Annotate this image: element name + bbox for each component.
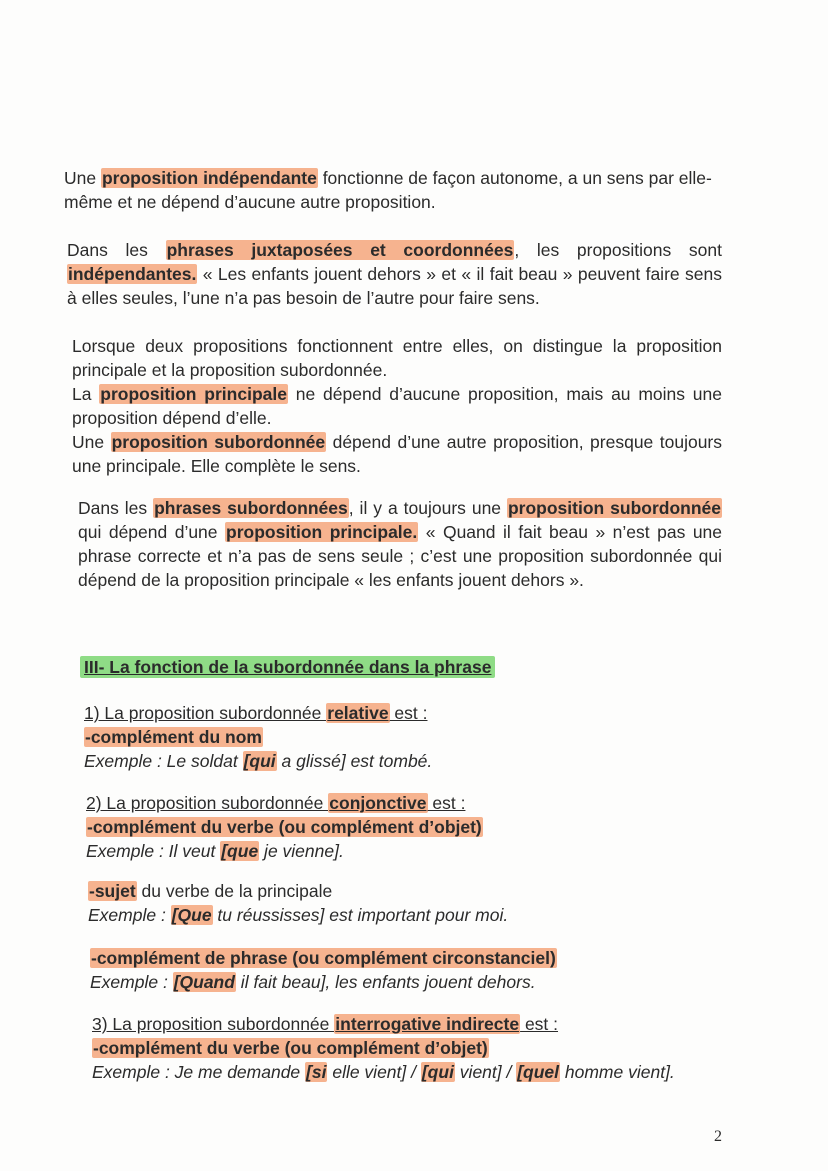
highlight-term: [qui [421,1062,454,1082]
text: fonctionne de façon autonome, a un sens par elle-même et ne dépend d’aucune autre proposition. [64,168,712,212]
highlight-term: [qui [243,751,276,771]
text-line: Lorsque deux propositions fonctionnent entre elles, on distingue la proposition principale et la proposition subordonnée. [72,336,722,380]
function-line [86,815,726,839]
example-line [92,1060,742,1084]
text: 3) La proposition subordonnée [92,1014,335,1034]
text: Exemple : [88,905,171,925]
section-title-text: III- La fonction de la subordonnée dans la phrase [80,656,495,678]
highlight-term: phrases juxtaposées et coordonnées [166,240,514,260]
text: , les propositions sont [514,240,722,260]
text: est : [520,1014,559,1034]
text: Exemple : Je me demande [92,1062,306,1082]
example-line [88,903,728,927]
section-interrogative [92,1012,742,1084]
highlight-term: proposition subordonnée [111,432,326,452]
text: homme vient]. [560,1062,675,1082]
text: a glissé] est tombé. [276,751,433,771]
highlight-term: relative [327,703,389,723]
text: je vienne]. [259,841,344,861]
example-line [90,970,730,994]
paragraph-juxtaposees [67,238,722,310]
example-line [84,749,724,773]
function-line [90,946,730,970]
text: « Les enfants jouent dehors » et « il fait beau » peuvent faire sens à elles seules, l’une n’a pas besoin de l’autre pour faire sens. [67,264,722,308]
highlight-term: -complément du verbe (ou complément d’objet) [93,1038,488,1058]
highlight-term: -sujet [89,881,136,901]
section-relative [84,701,724,773]
text: , il y a toujours une [348,498,507,518]
paragraph-independante [64,166,722,214]
highlight-term: [si [306,1062,327,1082]
highlight-term: proposition subordonnée [507,498,721,518]
text: Une [72,432,111,452]
highlight-term: phrases subordonnées [154,498,348,518]
text-line [72,430,722,478]
section-sujet [88,879,728,927]
highlight-term: [que [221,841,259,861]
text: « Quand il fait beau » n’est pas une phrase correcte et n’a pas de sens seule ; c’est une proposition subordonnée qui dépend de la proposition principale « les enfants jouent dehors ». [78,522,723,590]
text: Exemple : Le soldat [84,751,243,771]
text: Exemple : [90,972,173,992]
highlight-term: -complément du nom [85,727,262,747]
highlight-term: interrogative indirecte [335,1014,520,1034]
text: vient] / [454,1062,517,1082]
text: qui dépend d’une [78,522,226,542]
text: La [72,384,100,404]
text: elle vient] / [327,1062,421,1082]
highlight-term: [quel [517,1062,560,1082]
subsection-heading [84,701,724,725]
section-conjonctive [86,791,726,863]
example-line [86,839,726,863]
subsection-heading [92,1012,742,1036]
text: est : [427,793,466,813]
paragraph-principale [72,334,722,478]
function-line [84,725,724,749]
paragraph-subordonnees [78,496,722,592]
highlight-term: conjonctive [329,793,427,813]
highlight-term: [Que [171,905,212,925]
subsection-heading [86,791,726,815]
text: Une [64,168,101,188]
highlight-term: indépendantes. [68,264,197,284]
text: ne dépend d’aucune proposition, mais au moins une proposition dépend d’elle. [72,384,723,428]
page-number: 2 [714,1128,722,1145]
text: 1) La proposition subordonnée [84,703,327,723]
text: il fait beau], les enfants jouent dehors. [235,972,536,992]
text: Dans les [67,240,166,260]
text: est : [389,703,428,723]
text: Exemple : Il veut [86,841,221,861]
highlight-term: -complément du verbe (ou complément d’objet) [87,817,482,837]
text: du verbe de la principale [136,881,333,901]
highlight-term: proposition indépendante [101,168,317,188]
highlight-term: -complément de phrase (ou complément circonstanciel) [91,948,556,968]
text: 2) La proposition subordonnée [86,793,329,813]
function-line [88,879,728,903]
function-line [92,1036,742,1060]
highlight-term: [Quand [173,972,235,992]
text: Dans les [78,498,154,518]
section-complement-phrase [90,946,730,994]
text: dépend d’une autre proposition, presque toujours une principale. Elle complète le sens. [72,432,723,476]
highlight-term: proposition principale [100,384,287,404]
section-title [80,655,495,679]
highlight-term: proposition principale. [226,522,418,542]
text: tu réussisses] est important pour moi. [212,905,509,925]
text-line [72,382,722,430]
